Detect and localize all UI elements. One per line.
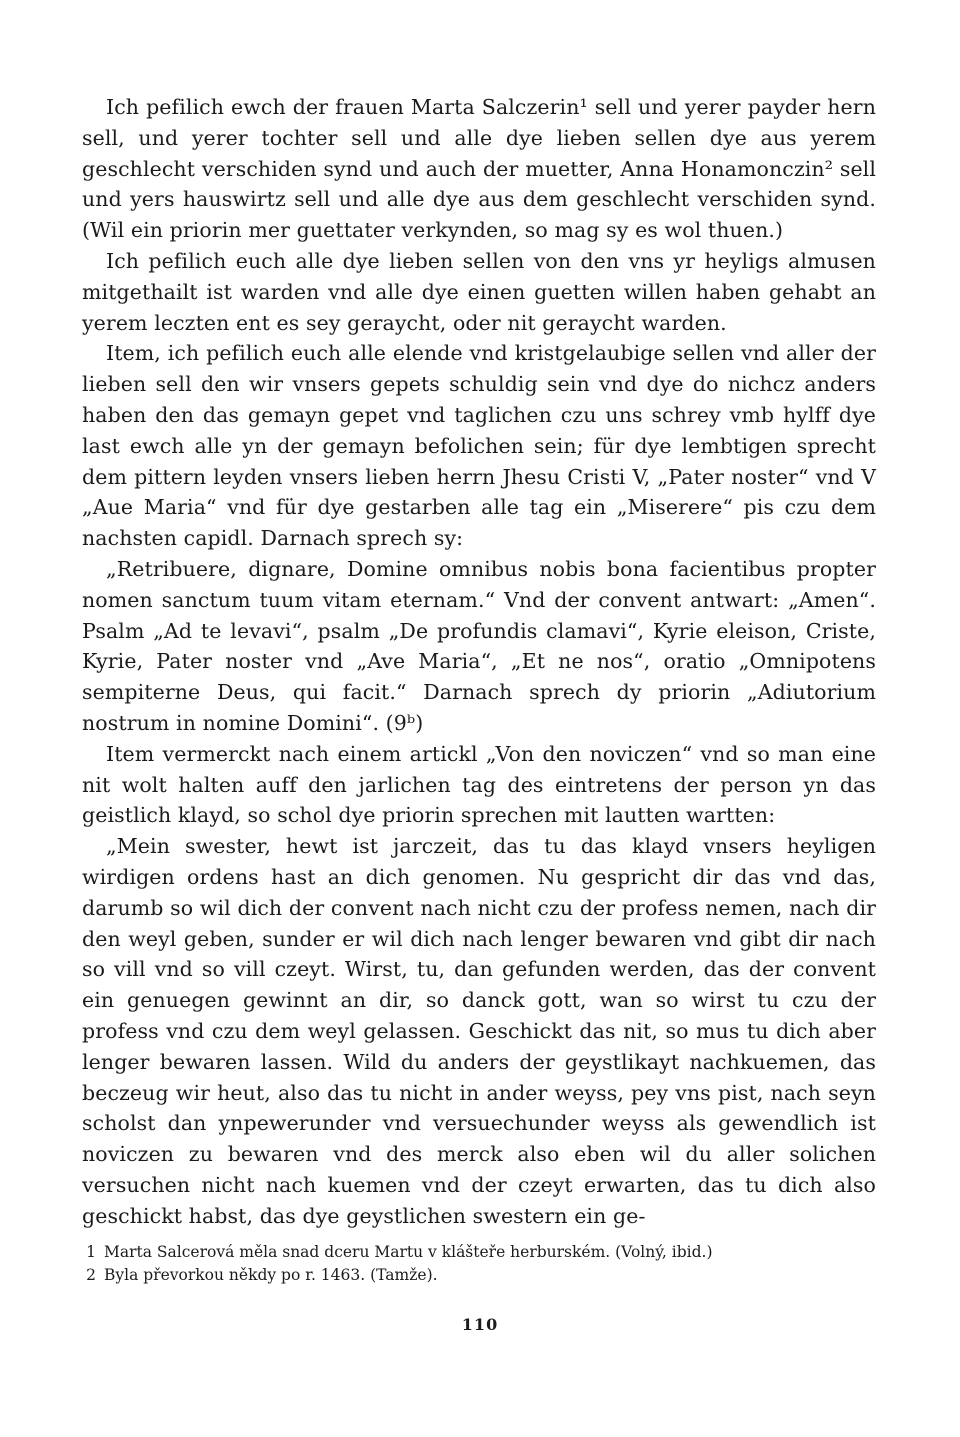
paragraph-5: Item vermerckt nach einem artickl „Von den noviczen“ vnd so man eine nit wolt halten auff den jarlichen tag des eintretens der person yn das geistlich klayd, so schol dye priorin sprechen mit lautten wartten: [82,741,876,828]
footnotes [82,1241,876,1287]
footnote-text: Marta Salcerová měla snad dceru Martu v klášteře herburském. (Volný, ibid.) [104,1243,713,1262]
paragraph-2: Ich pefilich euch alle dye lieben sellen von den vns yr heyligs almusen mitgethailt ist warden vnd alle dye einen guetten willen haben gehabt an yerem leczten ent es sey geraycht, oder nit geraycht warden. [82,248,876,335]
paragraph-6: „Mein swester, hewt ist jarczeit, das tu das klayd vnsers heyligen wirdigen ordens hast an dich genomen. Nu gespricht dir das vnd das, darumb so wil dich der convent nach nicht czu der profess nemen, nach dir den weyl geben, sunder er wil dich nach lenger bewaren vnd gibt dir nach so vill vnd so vill czeyt. Wirst, tu, dan gefunden werden, das der convent ein genuegen gewinnt an dir, so danck gott, wan so wirst tu czu der profess vnd czu dem weyl gelassen. Geschickt das nit, so mus tu dich aber lenger bewaren lassen. Wild du anders der geystlikayt nachkuemen, das beczeug wir heut, also das tu nicht in ander weyss, pey vns pist, nach seyn scholst dan ynpewerunder vnd versuechunder weyss als gewendlich ist noviczen zu bewaren vnd des merck also eben wil du aller solichen versuchen nicht nach kuemen vnd der czeyt erwarten, das tu dich also geschickt habst, das dye geystlichen swestern ein ge- [82,834,876,1228]
footnote-number: 1 [86,1243,96,1262]
paragraph-3: Item, ich pefilich euch alle elende vnd kristgelaubige sellen vnd aller der lieben sell den wir vnsers gepets schuldig sein vnd dye do nichcz anders haben den das gemayn gepet vnd taglichen czu uns schrey vmb hylff dye last ewch alle yn der gemayn befolichen sein; für dye lembtigen sprecht dem pittern leyden vnsers lieben herrn Jhesu Cristi V, „Pater noster“ vnd V „Aue Maria“ vnd für dye gestarben alle tag ein „Miserere“ pis czu dem nachsten capidl. Darnach sprech sy: [82,341,876,551]
footnote-number: 2 [86,1266,96,1285]
paragraph-1: Ich pefilich ewch der frauen Marta Salczerin¹ sell und yerer payder hern sell, und yerer tochter sell und alle dye lieben sellen dye aus yerem geschlecht verschiden synd und auch der muetter, Anna Honamonczin² sell und yers hauswirtz sell und alle dye aus dem geschlecht verschiden synd. (Wil ein priorin mer guettater verkynden, so mag sy es wol thuen.) [82,95,876,243]
page-number: 110 [461,1315,499,1334]
paragraph-4: „Retribuere, dignare, Domine omnibus nobis bona facientibus propter nomen sanctum tuum vitam eternam.“ Vnd der convent antwart: „Amen“. Psalm „Ad te levavi“, psalm „De profundis clamavi“, Kyrie eleison, Criste, Kyrie, Pater noster vnd „Ave Maria“, „Et ne nos“, oratio „Omnipotens sempiterne Deus, qui facit.“ Darnach sprech dy priorin „Adiutorium nostrum in nomine Domini“. (9ᵇ) [82,556,876,735]
footnote-2 [82,1264,876,1287]
footnote-1 [82,1241,876,1264]
page-body [82,92,876,1287]
footnote-text: Byla převorkou někdy po r. 1463. (Tamže). [104,1266,438,1285]
